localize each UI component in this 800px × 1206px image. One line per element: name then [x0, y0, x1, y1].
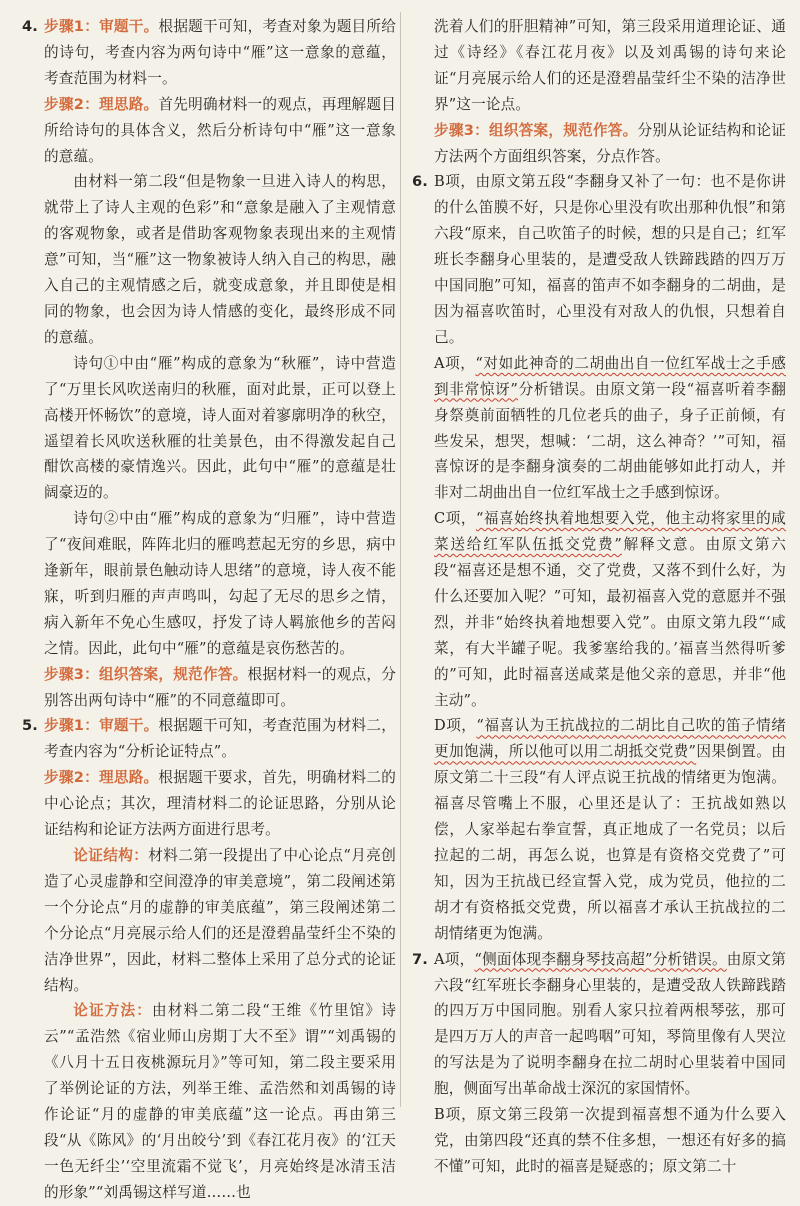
- structure-label: 论证结构：: [73, 847, 149, 864]
- question-number: 7.: [412, 950, 428, 968]
- question-number: 4.: [22, 18, 38, 35]
- method-text: 由材料二第二段“王维《竹里馆》诗云”“孟浩然《宿业师山房期丁大不至》谓”“刘禹锡的《八月十五日夜桃源玩月》”等可知，第二段主要采用了举例论证的方法，列举王维、孟浩然和刘禹锡的诗作论证“月的虚静的审美底蕴”这一论点。再由第三段“从《陈风》的‘月出皎兮’到《春江花月夜》的‘江天一色无纤尘’‘空里流霜不觉飞’，月亮始终是冰清玉洁的形象”“刘禹锡这样写道……也: [44, 1002, 396, 1201]
- column-divider: [400, 12, 401, 1107]
- step-2-label: 步骤2：理思路。: [44, 769, 159, 787]
- question-5-continued: [412, 14, 786, 169]
- step-2-label: 步骤2：理思路。: [44, 95, 159, 113]
- method-label: 论证方法：: [73, 1002, 152, 1020]
- step-1-text: 根据题干可知，考查对象为题目所给的诗句，考查内容为两句诗中“雁”这一意象的意蕴，考查范围为材料一。: [44, 18, 396, 87]
- option-d-quote: “福喜认为王抗战拉的二胡比自己吹的笛子情绪更加饱满，所以他可以用二胡抵交党费”: [434, 717, 786, 761]
- structure-text: 材料二第一段提出了中心论点“月亮创造了心灵虚静和空间澄净的审美意境”，第二段阐述第一个分论点“月的虚静的审美底蕴”，第三段阐述第二个分论点“月亮展示给人们的还是澄碧晶莹纤尘不染的洁净世界”，因此，材料二整体上采用了总分式的论证结构。: [44, 847, 396, 994]
- question-6: [412, 169, 786, 946]
- question-5: [22, 713, 396, 1205]
- analysis-paragraph: 由材料一第二段“但是物象一旦进入诗人的构思，就带上了诗人主观的色彩”和“意象是融入了主观情意的客观物象，或者是借助客观物象表现出来的主观情意”可知，当“雁”这一物象被诗人纳入自己的构思，融入自己的主观情感之后，就变成意象，并且即使是相同的物象，也会因为诗人情感的变化，最终形成不同的意蕴。: [44, 173, 396, 346]
- option-a-verdict: 分析错误。: [652, 950, 727, 968]
- step-1-text: 根据题干可知，考查范围为材料二，考查内容为“分析论证特点”。: [44, 717, 396, 761]
- option-a-quote: “侧面体现李翻身琴技高超”: [474, 950, 653, 968]
- step-3-label: 步骤3：组织答案，规范作答。: [434, 121, 638, 139]
- option-a-text: 分析错误。由原文第一段“福喜听着李翻身祭奠前面牺牲的几位老兵的曲子，身子正前倾，有些发呆，想哭，想喊：‘二胡，这么神奇？’”可知，福喜惊讶的是李翻身演奏的二胡曲能够如此打动人，并非对二胡曲出自一位红军战士之手感到惊讶。: [434, 380, 786, 502]
- left-column: [22, 14, 396, 1206]
- option-b-text: B项，原文第三段第一次提到福喜想不通为什么要入党，由第四段“还真的禁不住多想，一想还有好多的搞不懂”可知，此时的福喜是疑惑的；原文第二十: [434, 1106, 786, 1175]
- option-c-prefix: C项，: [434, 510, 476, 528]
- step-2-text: 根据题干要求，首先，明确材料二的中心论点；其次，理清材料二的论证思路，分别从论证结构和论证方法两方面进行思考。: [44, 769, 397, 839]
- option-d-text: 因果倒置。由原文第二十三段“有人评点说王抗战的情绪更为饱满。福喜尽管嘴上不服，心里还是认了：王抗战如熟以偿，人家举起右拳宣誓，真正地成了一名党员；以后拉起的二胡，再怎么说，也算是有资格交党费了”可知，因为王抗战已经宣誓入党，成为党员，他拉的二胡才有资格抵交党费，所以福喜才承认王抗战拉的二胡情绪更为饱满。: [434, 743, 786, 942]
- option-c-quote: “福喜始终执着地想要入党，他主动将家里的咸菜送给红军队伍抵交党费”: [434, 510, 786, 554]
- option-c-text: 解释文意。由原文第六段“福喜还是想不通，交了党费，又落不到什么好，为什么还要加入呢？”可知，最初福喜入党的意愿并不强烈，并非“始终执着地想要入党”。由原文第九段“‘咸菜，有大半罐子呢。我爹塞给我的。’福喜当然得听爹的”可知，此时福喜送咸菜是他父亲的意思，并非“他主动”。: [434, 536, 786, 709]
- question-7: [412, 947, 786, 1180]
- step-3-text: 分别从论证结构和论证方法两个方面组织答案，分点作答。: [434, 121, 786, 165]
- option-a-text: 由原文第六段“红军班长李翻身心里装的，是遭受敌人铁蹄践踏的四万万中国同胞。别看人家只拉着两根琴弦，那可是四万万人的声音一起鸣咽”可知，琴筒里像有人哭泣的写法是为了说明李翻身在拉二胡时心里装着中国同胞，侧面写出革命战士深沉的家国情怀。: [434, 950, 786, 1098]
- question-4: [22, 14, 396, 713]
- analysis-paragraph: 诗句①中由“雁”构成的意象为“秋雁”，诗中营造了“万里长风吹送南归的秋雁，面对此景，正可以登上高楼开怀畅饮”的意境，诗人面对着寥廓明净的秋空，遥望着长风吹送秋雁的壮美景色，由不得激发起自己酣饮高楼的豪情逸兴。因此，此句中“雁”的意蕴是壮阔豪迈的。: [44, 354, 396, 502]
- option-b-text: B项，由原文第五段“李翻身又补了一句：也不是你讲的什么笛膜不好，只是你心里没有吹出那种仇恨”和第六段“原来，自己吹笛子的时候，想的只是自己；红军班长李翻身心里装的，是遭受敌人铁蹄践踏的四万万中国同胞”可知，福喜的笛声不如李翻身的二胡曲，是因为福喜吹笛时，心里没有对敌人的仇恨，只想着自己。: [434, 173, 786, 346]
- right-column: [412, 14, 786, 1180]
- option-a-prefix: A项，: [434, 354, 476, 372]
- step-1-label: 步骤1：审题干。: [44, 717, 159, 735]
- step-1-label: 步骤1：审题干。: [44, 18, 159, 35]
- option-a-quote: “对如此神奇的二胡曲出自一位红军战士之手感到非常惊讶”: [434, 354, 786, 398]
- step-2-text: 首先明确材料一的观点，再理解题目所给诗句的具体含义，然后分析诗句中“雁”这一意象的意蕴。: [44, 95, 397, 165]
- question-number: 5.: [22, 717, 38, 735]
- analysis-paragraph: 诗句②中由“雁”构成的意象为“归雁”，诗中营造了“夜间难眠，阵阵北归的雁鸣惹起无穷的乡思，病中逢新年，眼前景色触动诗人思绪”的意境，诗人夜不能寐，听到归雁的声声鸣叫，勾起了无尽的思乡之情，病入新年不免心生感叹，抒发了诗人羁旅他乡的苦闷之情。因此，此句中“雁”的意蕴是哀伤愁苦的。: [44, 510, 396, 657]
- continued-text: 洗着人们的肝胆精神”可知，第三段采用道理论证、通过《诗经》《春江花月夜》以及刘禹锡的诗句来论证“月亮展示给人们的还是澄碧晶莹纤尘不染的洁净世界”这一论点。: [434, 18, 786, 113]
- option-d-prefix: D项，: [434, 717, 477, 735]
- step-3-text: 根据材料一的观点，分别答出两句诗中“雁”的不同意蕴即可。: [44, 665, 396, 709]
- question-number: 6.: [412, 173, 428, 191]
- option-a-prefix: A项，: [434, 950, 475, 968]
- step-3-label: 步骤3：组织答案，规范作答。: [44, 665, 248, 683]
